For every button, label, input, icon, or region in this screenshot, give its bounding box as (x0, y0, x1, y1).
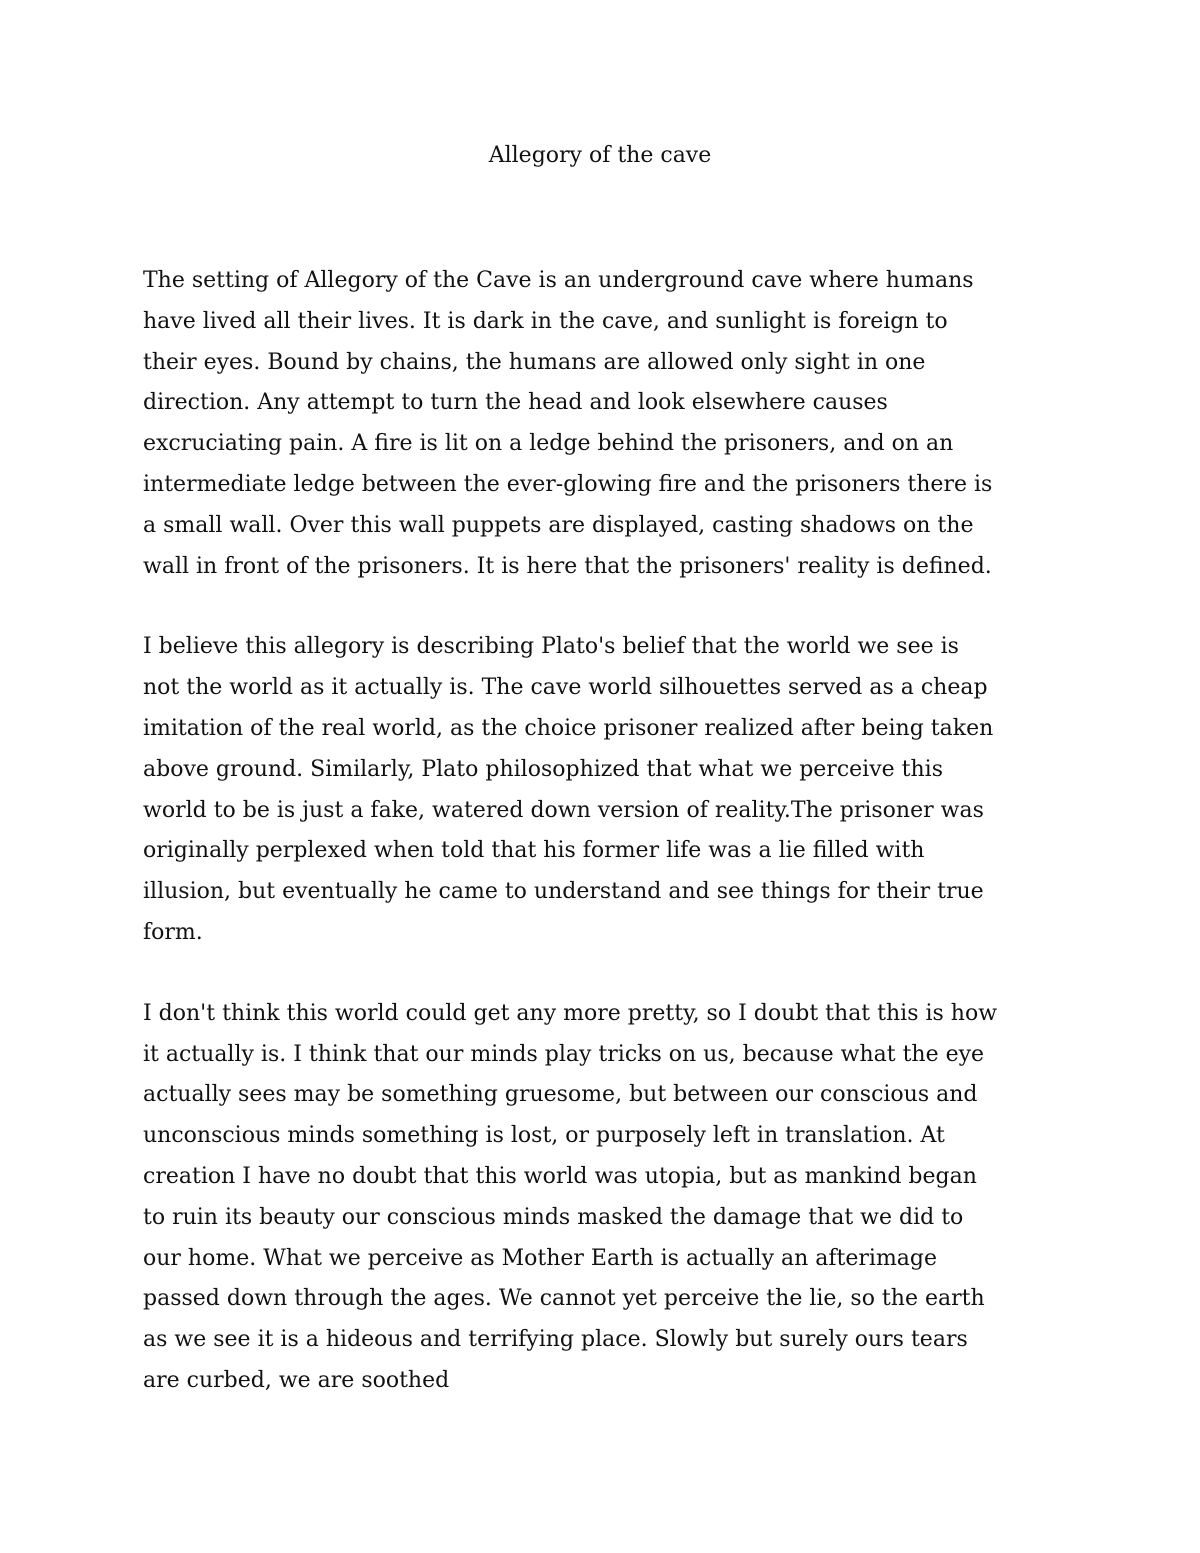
text-line: a small wall. Over this wall puppets are displayed, casting shadows on the (143, 512, 974, 538)
text-line: not the world as it actually is. The cave world silhouettes served as a cheap (143, 675, 988, 701)
text-line: direction. Any attempt to turn the head and look elsewhere causes (143, 390, 888, 416)
text-line: it actually is. I think that our minds play tricks on us, because what the eye (143, 1041, 985, 1067)
text-line: wall in front of the prisoners. It is here that the prisoners' reality is defined. (143, 553, 992, 579)
text-line: form. (143, 919, 203, 945)
text-line: excruciating pain. A fire is lit on a ledge behind the prisoners, and on an (143, 431, 954, 457)
text-line: as we see it is a hideous and terrifying place. Slowly but surely ours tears (143, 1327, 968, 1353)
text-line: unconscious minds something is lost, or purposely left in translation. At (143, 1123, 945, 1149)
text-line: to ruin its beauty our conscious minds masked the damage that we did to (143, 1204, 964, 1230)
text-line: passed down through the ages. We cannot yet perceive the lie, so the earth (143, 1286, 985, 1312)
text-line: our home. What we perceive as Mother Earth is actually an afterimage (143, 1245, 938, 1271)
text-line: imitation of the real world, as the choice prisoner realized after being taken (143, 715, 994, 741)
text-line: I don't think this world could get any more pretty, so I doubt that this is how (143, 1000, 998, 1026)
text-line: The setting of Allegory of the Cave is an underground cave where humans (143, 268, 974, 293)
text-line: are curbed, we are soothed (143, 1367, 450, 1393)
text-line: illusion, but eventually he came to understand and see things for their true (143, 879, 984, 905)
text-line: world to be is just a fake, watered down version of reality.The prisoner was (143, 797, 984, 823)
paragraph-1 (143, 261, 1063, 587)
document-title: Allegory of the cave (488, 143, 712, 168)
text-line: creation I have no doubt that this world was utopia, but as mankind began (143, 1163, 977, 1189)
text-line: actually sees may be something gruesome, but between our conscious and (143, 1082, 978, 1108)
text-line: have lived all their lives. It is dark in the cave, and sunlight is foreign to (143, 308, 948, 334)
paragraph-3 (143, 994, 1063, 1402)
document-body (143, 261, 1063, 1442)
text-line: their eyes. Bound by chains, the humans are allowed only sight in one (143, 349, 926, 375)
text-line: originally perplexed when told that his former life was a lie filled with (143, 838, 925, 864)
text-line: intermediate ledge between the ever-glowing fire and the prisoners there is (143, 471, 993, 497)
text-line: I believe this allegory is describing Plato's belief that the world we see is (143, 634, 959, 660)
text-line: above ground. Similarly, Plato philosophized that what we perceive this (143, 756, 943, 782)
paragraph-2 (143, 627, 1063, 953)
